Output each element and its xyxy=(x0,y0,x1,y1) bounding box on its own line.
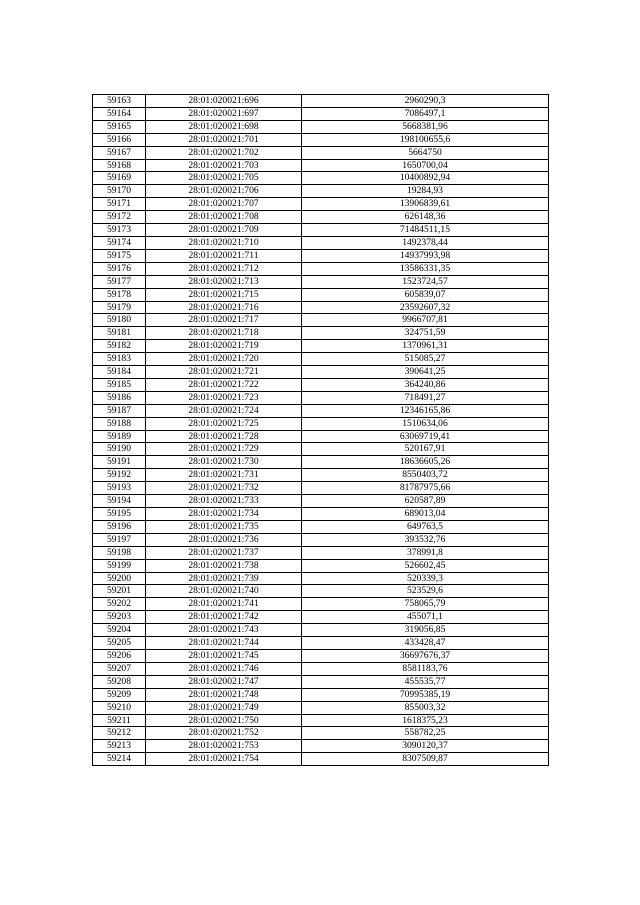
cadastral-value-cell: 689013,04 xyxy=(302,508,549,521)
table-row xyxy=(93,533,549,546)
table-row xyxy=(93,701,549,714)
table-row xyxy=(93,482,549,495)
row-number-cell: 59166 xyxy=(93,133,146,146)
cadastral-value-cell: 364240,86 xyxy=(302,378,549,391)
cadastral-value-cell: 620587,89 xyxy=(302,495,549,508)
row-number-cell: 59195 xyxy=(93,508,146,521)
cadastral-number-cell: 28:01:020021:720 xyxy=(146,353,302,366)
cadastral-value-cell: 1650700,04 xyxy=(302,159,549,172)
cadastral-value-cell: 324751,59 xyxy=(302,327,549,340)
row-number-cell: 59182 xyxy=(93,340,146,353)
cadastral-value-cell: 13906839,61 xyxy=(302,198,549,211)
cadastral-number-cell: 28:01:020021:718 xyxy=(146,327,302,340)
table-row xyxy=(93,417,549,430)
table-row xyxy=(93,327,549,340)
row-number-cell: 59170 xyxy=(93,185,146,198)
cadastral-number-cell: 28:01:020021:750 xyxy=(146,714,302,727)
row-number-cell: 59214 xyxy=(93,753,146,766)
cadastral-value-cell: 433428,47 xyxy=(302,637,549,650)
cadastral-value-cell: 393532,76 xyxy=(302,533,549,546)
table-row xyxy=(93,185,549,198)
cadastral-number-cell: 28:01:020021:738 xyxy=(146,559,302,572)
cadastral-number-cell: 28:01:020021:698 xyxy=(146,120,302,133)
cadastral-number-cell: 28:01:020021:729 xyxy=(146,443,302,456)
cadastral-number-cell: 28:01:020021:737 xyxy=(146,546,302,559)
table-row xyxy=(93,404,549,417)
cadastral-number-cell: 28:01:020021:753 xyxy=(146,740,302,753)
table-row xyxy=(93,662,549,675)
cadastral-value-cell: 718491,27 xyxy=(302,391,549,404)
cadastral-number-cell: 28:01:020021:697 xyxy=(146,107,302,120)
row-number-cell: 59208 xyxy=(93,675,146,688)
row-number-cell: 59171 xyxy=(93,198,146,211)
cadastral-value-cell: 2960290,3 xyxy=(302,95,549,108)
cadastral-value-cell: 1618375,23 xyxy=(302,714,549,727)
cadastral-number-cell: 28:01:020021:717 xyxy=(146,314,302,327)
cadastral-number-cell: 28:01:020021:716 xyxy=(146,301,302,314)
cadastral-value-cell: 198100655,6 xyxy=(302,133,549,146)
cadastral-number-cell: 28:01:020021:732 xyxy=(146,482,302,495)
cadastral-value-cell: 70995385,19 xyxy=(302,688,549,701)
cadastral-number-cell: 28:01:020021:709 xyxy=(146,224,302,237)
row-number-cell: 59212 xyxy=(93,727,146,740)
cadastral-value-cell: 7086497,1 xyxy=(302,107,549,120)
cadastral-number-cell: 28:01:020021:711 xyxy=(146,249,302,262)
row-number-cell: 59176 xyxy=(93,262,146,275)
table-body xyxy=(93,95,549,766)
row-number-cell: 59186 xyxy=(93,391,146,404)
cadastral-value-cell: 5664750 xyxy=(302,146,549,159)
cadastral-value-cell: 3090120,37 xyxy=(302,740,549,753)
table-row xyxy=(93,249,549,262)
table-row xyxy=(93,133,549,146)
table-row xyxy=(93,443,549,456)
table-row xyxy=(93,224,549,237)
cadastral-number-cell: 28:01:020021:706 xyxy=(146,185,302,198)
cadastral-value-cell: 605839,07 xyxy=(302,288,549,301)
row-number-cell: 59183 xyxy=(93,353,146,366)
cadastral-number-cell: 28:01:020021:712 xyxy=(146,262,302,275)
table-row xyxy=(93,159,549,172)
cadastral-number-cell: 28:01:020021:733 xyxy=(146,495,302,508)
table-row xyxy=(93,559,549,572)
cadastral-value-cell: 9966707,81 xyxy=(302,314,549,327)
cadastral-number-cell: 28:01:020021:752 xyxy=(146,727,302,740)
table-row xyxy=(93,378,549,391)
cadastral-value-cell: 558782,25 xyxy=(302,727,549,740)
cadastral-number-cell: 28:01:020021:744 xyxy=(146,637,302,650)
table-row xyxy=(93,688,549,701)
table-row xyxy=(93,353,549,366)
table-row xyxy=(93,520,549,533)
table-row xyxy=(93,495,549,508)
cadastral-number-cell: 28:01:020021:728 xyxy=(146,430,302,443)
table-row xyxy=(93,288,549,301)
cadastral-number-cell: 28:01:020021:749 xyxy=(146,701,302,714)
table-row xyxy=(93,714,549,727)
row-number-cell: 59202 xyxy=(93,598,146,611)
cadastral-value-cell: 390641,25 xyxy=(302,366,549,379)
cadastral-number-cell: 28:01:020021:740 xyxy=(146,585,302,598)
table-row xyxy=(93,649,549,662)
cadastral-value-cell: 855003,32 xyxy=(302,701,549,714)
table-row xyxy=(93,740,549,753)
cadastral-value-cell: 36697676,37 xyxy=(302,649,549,662)
cadastral-number-cell: 28:01:020021:741 xyxy=(146,598,302,611)
table-row xyxy=(93,366,549,379)
table-row xyxy=(93,624,549,637)
cadastral-number-cell: 28:01:020021:719 xyxy=(146,340,302,353)
cadastral-number-cell: 28:01:020021:748 xyxy=(146,688,302,701)
table-row xyxy=(93,598,549,611)
cadastral-number-cell: 28:01:020021:731 xyxy=(146,469,302,482)
cadastral-value-cell: 626148,36 xyxy=(302,211,549,224)
row-number-cell: 59165 xyxy=(93,120,146,133)
cadastral-number-cell: 28:01:020021:739 xyxy=(146,572,302,585)
cadastral-value-cell: 515085,27 xyxy=(302,353,549,366)
row-number-cell: 59184 xyxy=(93,366,146,379)
cadastral-value-cell: 455071,1 xyxy=(302,611,549,624)
table-row xyxy=(93,211,549,224)
row-number-cell: 59191 xyxy=(93,456,146,469)
cadastral-value-cell: 5668381,96 xyxy=(302,120,549,133)
cadastral-number-cell: 28:01:020021:747 xyxy=(146,675,302,688)
table-row xyxy=(93,314,549,327)
cadastral-value-cell: 1492378,44 xyxy=(302,236,549,249)
row-number-cell: 59209 xyxy=(93,688,146,701)
cadastral-number-cell: 28:01:020021:736 xyxy=(146,533,302,546)
table-row xyxy=(93,107,549,120)
table-row xyxy=(93,146,549,159)
cadastral-number-cell: 28:01:020021:734 xyxy=(146,508,302,521)
cadastral-number-cell: 28:01:020021:710 xyxy=(146,236,302,249)
cadastral-value-cell: 526602,45 xyxy=(302,559,549,572)
row-number-cell: 59164 xyxy=(93,107,146,120)
row-number-cell: 59187 xyxy=(93,404,146,417)
row-number-cell: 59210 xyxy=(93,701,146,714)
row-number-cell: 59198 xyxy=(93,546,146,559)
table-row xyxy=(93,301,549,314)
table-row xyxy=(93,753,549,766)
cadastral-number-cell: 28:01:020021:701 xyxy=(146,133,302,146)
row-number-cell: 59194 xyxy=(93,495,146,508)
cadastral-number-cell: 28:01:020021:705 xyxy=(146,172,302,185)
cadastral-number-cell: 28:01:020021:754 xyxy=(146,753,302,766)
row-number-cell: 59204 xyxy=(93,624,146,637)
cadastral-value-cell: 8307509,87 xyxy=(302,753,549,766)
table-row xyxy=(93,469,549,482)
row-number-cell: 59168 xyxy=(93,159,146,172)
row-number-cell: 59175 xyxy=(93,249,146,262)
row-number-cell: 59193 xyxy=(93,482,146,495)
cadastral-number-cell: 28:01:020021:715 xyxy=(146,288,302,301)
row-number-cell: 59174 xyxy=(93,236,146,249)
cadastral-number-cell: 28:01:020021:696 xyxy=(146,95,302,108)
cadastral-number-cell: 28:01:020021:722 xyxy=(146,378,302,391)
row-number-cell: 59207 xyxy=(93,662,146,675)
row-number-cell: 59201 xyxy=(93,585,146,598)
table-row xyxy=(93,546,549,559)
cadastral-number-cell: 28:01:020021:703 xyxy=(146,159,302,172)
table-row xyxy=(93,675,549,688)
row-number-cell: 59213 xyxy=(93,740,146,753)
table-row xyxy=(93,262,549,275)
cadastral-number-cell: 28:01:020021:745 xyxy=(146,649,302,662)
row-number-cell: 59205 xyxy=(93,637,146,650)
row-number-cell: 59203 xyxy=(93,611,146,624)
table-row xyxy=(93,572,549,585)
cadastral-value-cell: 520339,3 xyxy=(302,572,549,585)
table-row xyxy=(93,391,549,404)
cadastral-value-cell: 14937993,98 xyxy=(302,249,549,262)
cadastral-value-cell: 63069719,41 xyxy=(302,430,549,443)
cadastral-value-cell: 71484511,15 xyxy=(302,224,549,237)
table-row xyxy=(93,95,549,108)
cadastral-value-cell: 13586331,35 xyxy=(302,262,549,275)
cadastral-value-cell: 1510634,06 xyxy=(302,417,549,430)
table-row xyxy=(93,727,549,740)
row-number-cell: 59173 xyxy=(93,224,146,237)
cadastral-value-table xyxy=(92,94,549,766)
cadastral-value-cell: 1370961,31 xyxy=(302,340,549,353)
cadastral-number-cell: 28:01:020021:707 xyxy=(146,198,302,211)
table-row xyxy=(93,585,549,598)
table-row xyxy=(93,236,549,249)
cadastral-value-cell: 378991,8 xyxy=(302,546,549,559)
row-number-cell: 59163 xyxy=(93,95,146,108)
cadastral-value-cell: 10400892,94 xyxy=(302,172,549,185)
cadastral-number-cell: 28:01:020021:742 xyxy=(146,611,302,624)
cadastral-number-cell: 28:01:020021:725 xyxy=(146,417,302,430)
cadastral-number-cell: 28:01:020021:702 xyxy=(146,146,302,159)
cadastral-number-cell: 28:01:020021:735 xyxy=(146,520,302,533)
cadastral-value-cell: 758065,79 xyxy=(302,598,549,611)
cadastral-number-cell: 28:01:020021:713 xyxy=(146,275,302,288)
row-number-cell: 59211 xyxy=(93,714,146,727)
cadastral-value-cell: 18636605,26 xyxy=(302,456,549,469)
row-number-cell: 59197 xyxy=(93,533,146,546)
row-number-cell: 59200 xyxy=(93,572,146,585)
cadastral-number-cell: 28:01:020021:746 xyxy=(146,662,302,675)
cadastral-value-cell: 1523724,57 xyxy=(302,275,549,288)
cadastral-value-cell: 12346165,86 xyxy=(302,404,549,417)
table-row xyxy=(93,456,549,469)
cadastral-value-cell: 523529,6 xyxy=(302,585,549,598)
row-number-cell: 59177 xyxy=(93,275,146,288)
cadastral-value-cell: 520167,91 xyxy=(302,443,549,456)
cadastral-value-cell: 19284,93 xyxy=(302,185,549,198)
row-number-cell: 59196 xyxy=(93,520,146,533)
table-row xyxy=(93,340,549,353)
table-row xyxy=(93,172,549,185)
row-number-cell: 59190 xyxy=(93,443,146,456)
cadastral-value-cell: 319056,85 xyxy=(302,624,549,637)
cadastral-number-cell: 28:01:020021:730 xyxy=(146,456,302,469)
row-number-cell: 59180 xyxy=(93,314,146,327)
table-row xyxy=(93,198,549,211)
row-number-cell: 59172 xyxy=(93,211,146,224)
cadastral-value-cell: 649763,5 xyxy=(302,520,549,533)
row-number-cell: 59185 xyxy=(93,378,146,391)
cadastral-number-cell: 28:01:020021:721 xyxy=(146,366,302,379)
row-number-cell: 59199 xyxy=(93,559,146,572)
cadastral-value-cell: 81787975,66 xyxy=(302,482,549,495)
row-number-cell: 59189 xyxy=(93,430,146,443)
row-number-cell: 59206 xyxy=(93,649,146,662)
cadastral-value-cell: 8581183,76 xyxy=(302,662,549,675)
row-number-cell: 59181 xyxy=(93,327,146,340)
row-number-cell: 59179 xyxy=(93,301,146,314)
row-number-cell: 59188 xyxy=(93,417,146,430)
table-row xyxy=(93,120,549,133)
cadastral-number-cell: 28:01:020021:743 xyxy=(146,624,302,637)
table-row xyxy=(93,275,549,288)
cadastral-number-cell: 28:01:020021:723 xyxy=(146,391,302,404)
table-row xyxy=(93,508,549,521)
cadastral-value-cell: 8550403,72 xyxy=(302,469,549,482)
cadastral-value-cell: 455535,77 xyxy=(302,675,549,688)
row-number-cell: 59178 xyxy=(93,288,146,301)
table-row xyxy=(93,611,549,624)
row-number-cell: 59192 xyxy=(93,469,146,482)
table-row xyxy=(93,430,549,443)
cadastral-number-cell: 28:01:020021:708 xyxy=(146,211,302,224)
row-number-cell: 59169 xyxy=(93,172,146,185)
table-row xyxy=(93,637,549,650)
cadastral-number-cell: 28:01:020021:724 xyxy=(146,404,302,417)
cadastral-value-cell: 23592607,32 xyxy=(302,301,549,314)
row-number-cell: 59167 xyxy=(93,146,146,159)
